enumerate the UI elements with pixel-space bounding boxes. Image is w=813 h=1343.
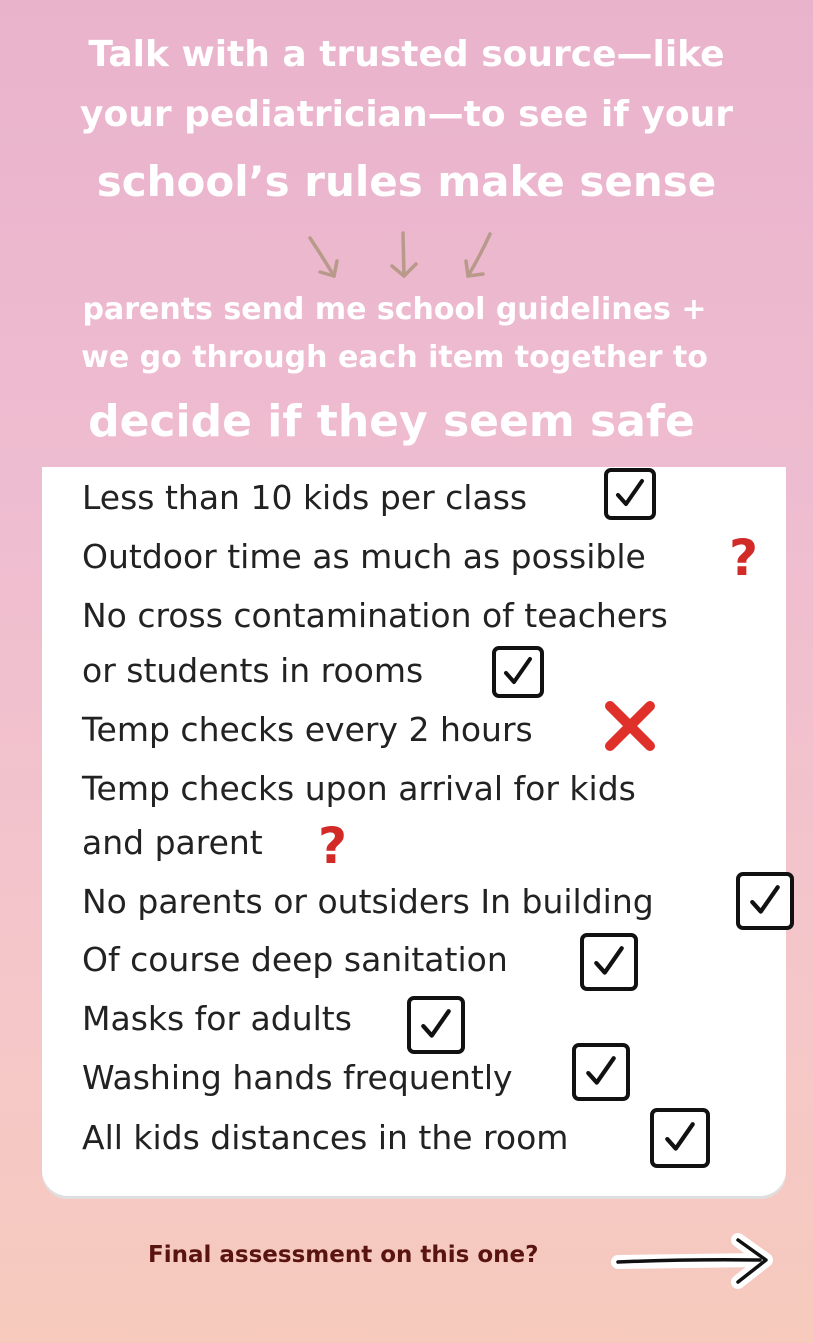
checklist-item-7: and parent [82,823,263,862]
checklist-item-9: Of course deep sanitation [82,940,508,979]
check-icon [492,646,544,698]
checklist-item-4: or students in rooms [82,651,424,690]
checklist-item-5: Temp checks every 2 hours [82,710,533,749]
checklist-item-12: All kids distances in the room [82,1118,569,1157]
subhead-line-3: decide if they seem safe [88,396,695,447]
check-icon [407,996,465,1054]
subhead-line-1: parents send me school guidelines + [82,292,707,327]
check-icon [572,1043,630,1101]
headline-line-1: Talk with a trusted source—like [88,34,725,75]
check-icon [604,468,656,520]
checklist-item-11: Washing hands frequently [82,1058,513,1097]
headline-line-3: school’s rules make sense [96,157,717,206]
question-mark-icon: ? [318,817,348,875]
checklist-item-6: Temp checks upon arrival for kids [82,769,636,808]
down-arrows-icon [300,228,510,288]
checklist-item-3: No cross contamination of teachers [82,596,668,635]
headline-line-2: your pediatrician—to see if your [80,94,733,135]
checklist-item-8: No parents or outsiders In building [82,882,654,921]
checklist-item-2: Outdoor time as much as possible [82,537,646,576]
subhead-line-2: we go through each item together to [81,340,708,375]
check-icon [580,933,638,991]
checklist-item-10: Masks for adults [82,999,352,1038]
checklist-item-1: Less than 10 kids per class [82,478,528,517]
question-mark-icon: ? [729,529,759,587]
cross-icon [602,700,658,752]
check-icon [650,1108,710,1168]
check-icon [736,872,794,930]
final-assessment-prompt: Final assessment on this one? [148,1242,539,1268]
right-arrow-icon [610,1232,785,1292]
